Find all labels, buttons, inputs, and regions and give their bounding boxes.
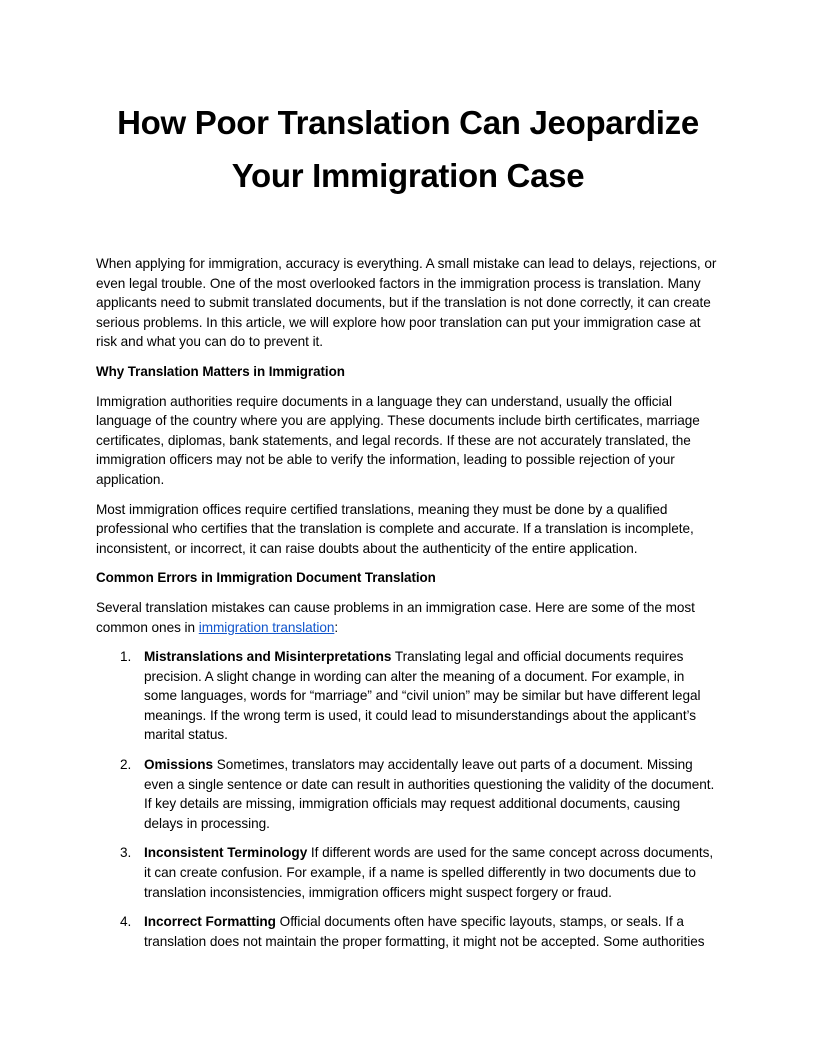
list-item-number: 2. xyxy=(120,757,132,773)
list-item-term: Incorrect Formatting xyxy=(144,914,276,930)
document-body xyxy=(96,96,720,961)
section-heading-why-translation-matters: Why Translation Matters in Immigration xyxy=(96,363,345,379)
list-item xyxy=(96,755,720,833)
list-item-number: 3. xyxy=(120,845,132,861)
immigration-translation-link[interactable]: immigration translation xyxy=(198,619,335,635)
title-line-2: Your Immigration Case xyxy=(231,157,585,194)
list-item-number: 4. xyxy=(120,914,132,930)
list-item-text: Sometimes, translators may accidentally leave out parts of a document. Missing even a single sentence or date can result in authorities questioning the validity of the document. If key details are missing, immigration officials may request additional documents, causing delays in processing. xyxy=(144,757,715,831)
list-item-text: If different words are used for the same concept across documents, it can create confusion. For example, if a name is spelled differently in two documents due to translation inconsistencies, immigration officers might suspect forgery or fraud. xyxy=(144,845,714,900)
page-title xyxy=(96,96,720,202)
list-item xyxy=(96,912,720,951)
intro-paragraph: When applying for immigration, accuracy is everything. A small mistake can lead to delays, rejections, or even legal trouble. One of the most overlooked factors in the immigration process is translation. Many applicants need to submit translated documents, but if the translation is not done correctly, it can create serious problems. In this article, we will explore how poor translation can put your immigration case at risk and what you can do to prevent it. xyxy=(96,256,717,350)
list-item xyxy=(96,647,720,745)
section1-paragraph: Most immigration offices require certified translations, meaning they must be done by a qualified professional who certifies that the translation is complete and accurate. If a translation is incomplete, inconsistent, or incorrect, it can raise doubts about the authenticity of the entire application. xyxy=(96,501,694,556)
list-item xyxy=(96,843,720,902)
list-item-text: Official documents often have specific layouts, stamps, or seals. If a translation does not maintain the proper formatting, it might not be accepted. Some authorities xyxy=(144,914,705,949)
list-item-term: Mistranslations and Misinterpretations xyxy=(144,649,392,665)
title-line-1: How Poor Translation Can Jeopardize xyxy=(117,104,699,141)
section2-intro-suffix: : xyxy=(334,619,339,635)
section-heading-common-errors: Common Errors in Immigration Document Translation xyxy=(96,570,436,586)
list-item-term: Inconsistent Terminology xyxy=(144,845,308,861)
error-list xyxy=(96,647,720,951)
list-item-number: 1. xyxy=(120,649,132,665)
section1-paragraph: Immigration authorities require documents in a language they can understand, usually the official language of the country where you are applying. These documents include birth certificates, marriage certificates, diplomas, bank statements, and legal records. If these are not accurately translated, the immigration officers may not be able to verify the information, leading to possible rejection of your application. xyxy=(96,393,700,487)
section2-intro-text: Several translation mistakes can cause problems in an immigration case. Here are some of the most common ones in xyxy=(96,599,695,635)
section2-intro-paragraph xyxy=(96,598,720,637)
list-item-term: Omissions xyxy=(144,757,214,773)
list-item-text: Translating legal and official documents requires precision. A slight change in wording can alter the meaning of a document. For example, in some languages, words for “marriage” and “civil union” may be similar but have different legal meanings. If the wrong term is used, it could lead to misunderstandings about the applicant’s marital status. xyxy=(144,649,701,743)
